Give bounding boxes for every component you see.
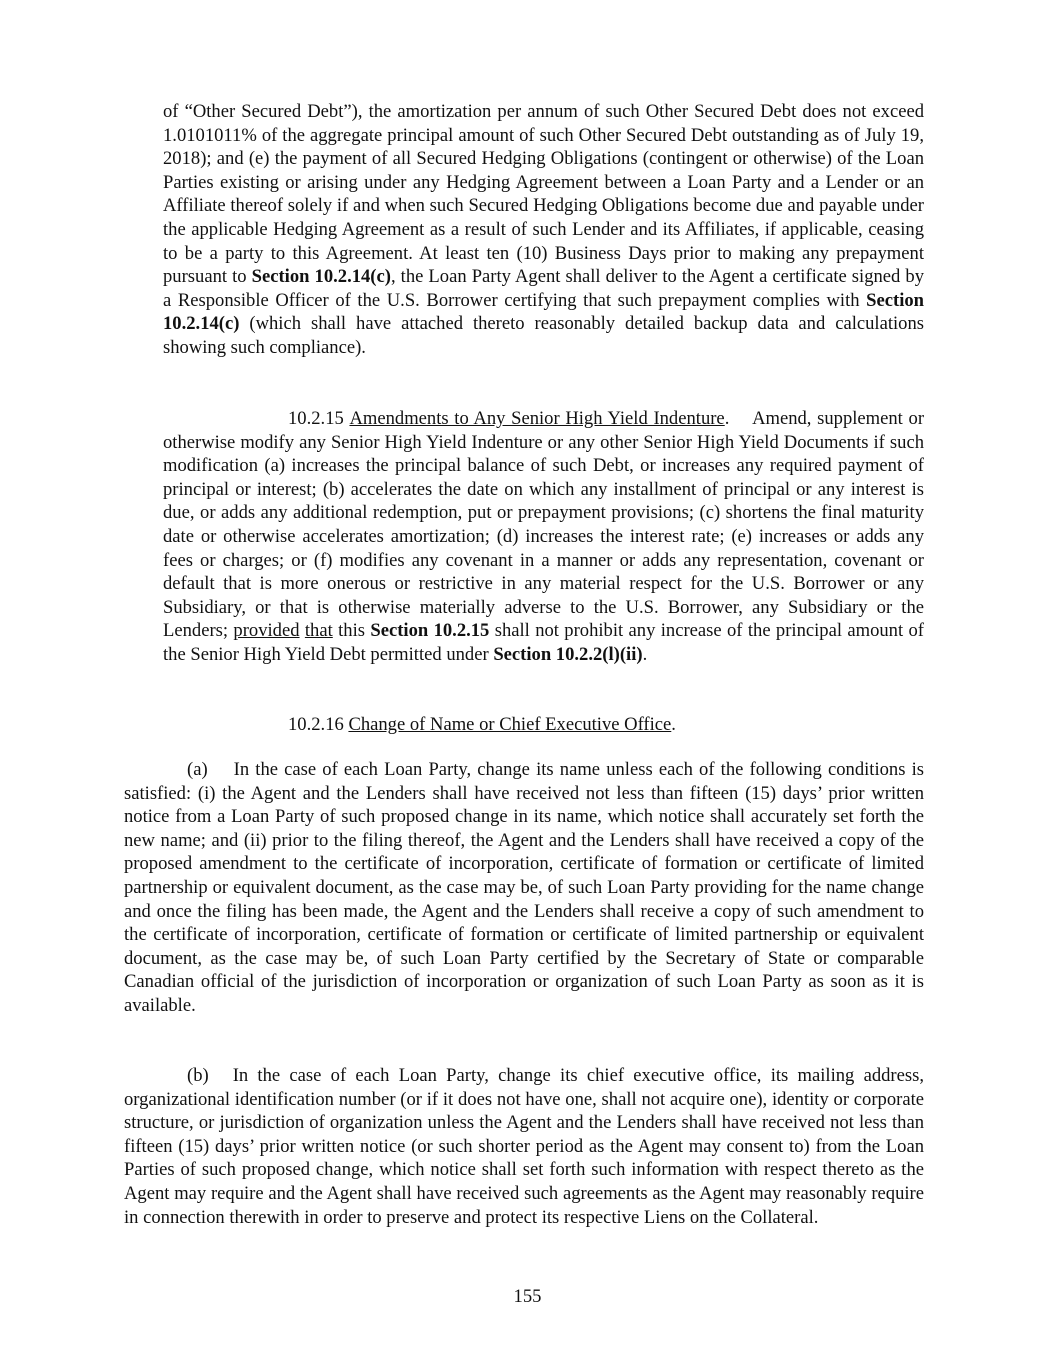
subsection-b-paragraph	[124, 1064, 924, 1229]
section-reference: Section 10.2.14(c)	[251, 266, 391, 288]
subsection-a-paragraph	[124, 758, 924, 1018]
heading-period: .	[724, 408, 730, 429]
section-heading: Amendments to Any Senior High Yield Indenture	[349, 408, 725, 429]
section-reference: Section 10.2.14(c)	[163, 289, 924, 335]
section-number: 10.2.16	[288, 714, 344, 735]
page-number: 155	[513, 1286, 542, 1307]
section-body-text: .	[642, 643, 648, 665]
section-body-text: Amend, supplement or otherwise modify any Senior High Yield Indenture or any other Senior High Yield Documents if such modification (a) increases the principal balance of such Debt, or increases any required payment of principal or interest; (b) accelerates the date on which any installment of principal or any interest is due, or adds any additional redemption, put or prepayment provisions; (c) shortens the final maturity date or otherwise accelerates amortization; (d) increases the interest rate; (e) increases or adds any fees or charges; or (f) modifies any covenant in a manner or adds any representation, covenant or default that is more onerous or restrictive in any material respect for the U.S. Borrower or any Subsidiary, or that is otherwise materially adverse to the U.S. Borrower, any Subsidiary or the Lenders;	[163, 408, 925, 642]
that-term: that	[304, 620, 333, 642]
carryover-text: , the Loan Party Agent shall deliver to the Agent a certificate signed by a Responsible Officer of the U.S. Borrower certifying that such prepayment complies with	[163, 266, 924, 311]
section-10-2-15-paragraph	[163, 407, 924, 667]
heading-period: .	[671, 714, 676, 735]
subsection-text: In the case of each Loan Party, change its chief executive office, its mailing address, organizational identification number (or if it does not have one, shall not acquire one), identity or corporate structure, or jurisdiction of organization unless the Agent and the Lenders shall have received not less than fifteen (15) days’ prior written notice (or such shorter period as the Agent may consent to) from the Loan Parties of such proposed change, which notice shall set forth such information with respect thereto as the Agent may require and the Agent shall have received such agreements as the Agent may reasonably require in connection therewith in order to preserve and protect its respective Liens on the Collateral.	[124, 1065, 924, 1228]
subsection-label: (a)	[187, 759, 208, 780]
section-10-2-16-heading-line	[163, 713, 924, 737]
section-number: 10.2.15	[288, 408, 344, 429]
subsection-text: In the case of each Loan Party, change its name unless each of the following conditions is satisfied: (i) the Agent and the Lenders shall have received not less than fifteen (15) days’ prior written notice from a Loan Party of such proposed change in its name, which notice shall accurately set forth the new name; and (ii) prior to the filing thereof, the Agent and the Lenders shall have received a copy of the proposed amendment to the certificate of incorporation, certificate of formation or certificate of limited partnership or equivalent document, as the case may be, of such Loan Party providing for the name change and once the filing has been made, the Agent and the Lenders shall receive a copy of such amendment to the certificate of incorporation, certificate of formation or certificate of limited partnership or equivalent document, as the case may be, of such Loan Party certified by the Secretary of State or comparable Canadian official of the jurisdiction of incorporation or organization of such Loan Party as soon as it is available.	[124, 759, 924, 1016]
section-reference: Section 10.2.2(l)(ii)	[493, 643, 643, 665]
carryover-paragraph	[163, 100, 924, 360]
section-reference: Section 10.2.15	[370, 620, 490, 642]
provided-term: provided	[233, 620, 300, 642]
carryover-text: (which shall have attached thereto reasonably detailed backup data and calculations showing such compliance).	[163, 313, 924, 358]
section-body-text: this	[332, 620, 371, 642]
subsection-label: (b)	[187, 1065, 209, 1086]
section-body-text: shall not prohibit any increase of the principal amount of the Senior High Yield Debt permitted under	[163, 620, 924, 665]
carryover-text: of “Other Secured Debt”), the amortization per annum of such Other Secured Debt does not exceed 1.0101011% of the aggregate principal amount of such Other Secured Debt outstanding as of July 19, 2018); and (e) the payment of all Secured Hedging Obligations (contingent or otherwise) of the Loan Parties existing or arising under any Hedging Agreement between a Loan Party and a Lender or an Affiliate thereof solely if and when such Secured Hedging Obligations become due and payable under the applicable Hedging Agreement as a result of such Lender and its Affiliates, if applicable, ceasing to be a party to this Agreement. At least ten (10) Business Days prior to making any prepayment pursuant to	[163, 101, 924, 288]
section-heading: Change of Name or Chief Executive Office	[348, 714, 672, 735]
